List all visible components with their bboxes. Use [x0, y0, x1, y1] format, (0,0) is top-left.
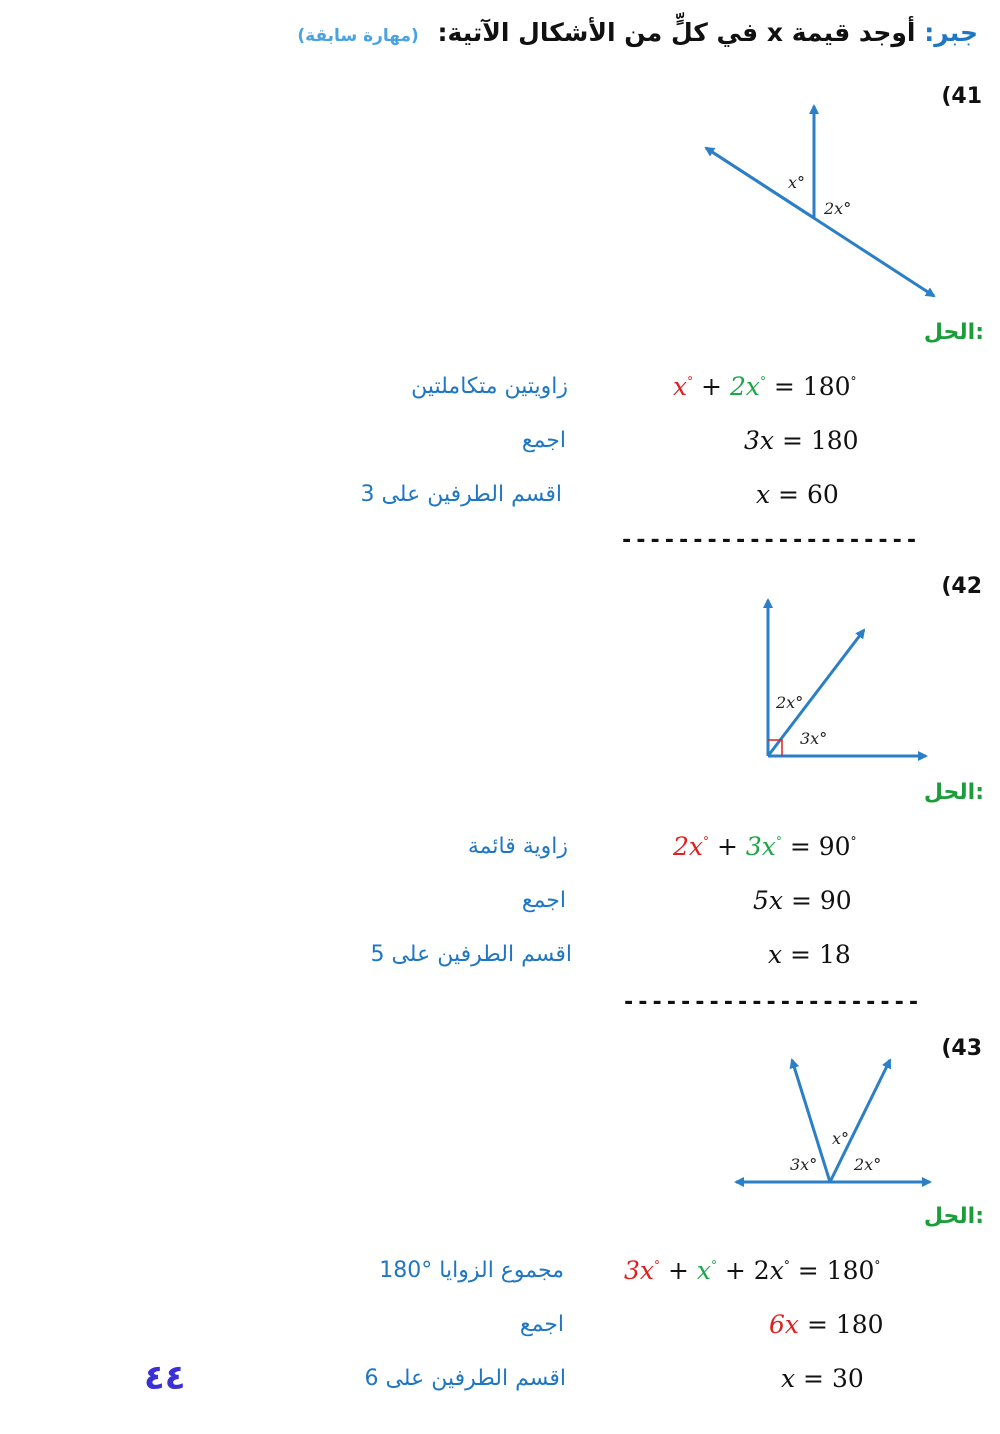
note-41-1: زاويتين متكاملتين — [411, 374, 568, 399]
equation-term: = 30 — [795, 1364, 864, 1393]
equation-term: x° — [769, 1256, 790, 1285]
equation-term: x — [768, 940, 783, 969]
problem-number-41: (41 — [941, 84, 982, 109]
equation-term: = 90° — [781, 832, 857, 861]
equation-42-3 — [768, 940, 851, 969]
equation-term: 2x° — [673, 832, 710, 861]
equation-term: x° — [673, 372, 694, 401]
exercise-header — [297, 18, 978, 47]
equation-term: = 180° — [765, 372, 857, 401]
equation-term: + 2 — [716, 1256, 770, 1285]
equation-41-3 — [756, 480, 839, 509]
problem-number-42: (42 — [941, 574, 982, 599]
equation-43-1 — [624, 1256, 880, 1285]
note-42-1: زاوية قائمة — [467, 834, 568, 859]
angle-label-42-2x: 2x° — [776, 693, 804, 712]
page-number: ٤٤ — [144, 1358, 186, 1398]
note-42-3: اقسم الطرفين على 5 — [370, 942, 572, 967]
equation-term: + — [660, 1256, 697, 1285]
equation-term: 2x° — [729, 372, 766, 401]
note-43-2: اجمع — [519, 1312, 564, 1337]
equation-term: 3x — [744, 426, 775, 455]
header-instruction: أوجد قيمة x في كلٍّ من الأشكال الآتية: — [437, 18, 916, 47]
note-43-3: اقسم الطرفين على 6 — [364, 1366, 566, 1391]
equation-43-3 — [781, 1364, 864, 1393]
figure-41 — [690, 96, 950, 306]
note-41-3: اقسم الطرفين على 3 — [360, 482, 562, 507]
equation-term: 3x° — [624, 1256, 661, 1285]
equation-term: = 180 — [799, 1310, 884, 1339]
equation-41-1 — [673, 372, 857, 401]
equation-term: = 180 — [774, 426, 859, 455]
equation-41-2 — [744, 426, 859, 455]
equation-42-1 — [673, 832, 857, 861]
problem-number-43: (43 — [941, 1036, 982, 1061]
angle-label-43-3x: 3x° — [790, 1155, 818, 1174]
equation-term: = 90 — [783, 886, 852, 915]
solution-label-43: الحل: — [923, 1204, 984, 1229]
solution-label-42: الحل: — [923, 780, 984, 805]
divider-2: --------------------- — [622, 990, 922, 1015]
header-lead: جبر: — [924, 18, 978, 47]
equation-42-2 — [753, 886, 852, 915]
equation-term: = 60 — [770, 480, 839, 509]
equation-term: = 180° — [789, 1256, 881, 1285]
equation-term: x — [781, 1364, 796, 1393]
angle-label-43-2x: 2x° — [854, 1155, 882, 1174]
figure-43 — [730, 1052, 940, 1196]
figure-42 — [750, 592, 940, 768]
equation-term: 3x° — [745, 832, 782, 861]
divider-1: --------------------- — [620, 528, 920, 553]
equation-term: x — [756, 480, 771, 509]
header-skill: (مهارة سابقة) — [297, 26, 419, 46]
equation-43-2 — [769, 1310, 884, 1339]
equation-term: x° — [696, 1256, 717, 1285]
angle-label-41-x: x° — [788, 173, 806, 192]
note-42-2: اجمع — [521, 888, 566, 913]
equation-term: 5x — [753, 886, 784, 915]
equation-term: 6x — [769, 1310, 800, 1339]
note-41-2: اجمع — [521, 428, 566, 453]
solution-label-41: الحل: — [923, 320, 984, 345]
angle-label-43-x: x° — [832, 1129, 850, 1148]
note-43-1: مجموع الزوايا °180 — [379, 1258, 564, 1283]
equation-term: + — [693, 372, 730, 401]
angle-label-42-3x: 3x° — [800, 729, 828, 748]
angle-label-41-2x: 2x° — [824, 199, 852, 218]
equation-term: + — [709, 832, 746, 861]
equation-term: = 18 — [782, 940, 851, 969]
